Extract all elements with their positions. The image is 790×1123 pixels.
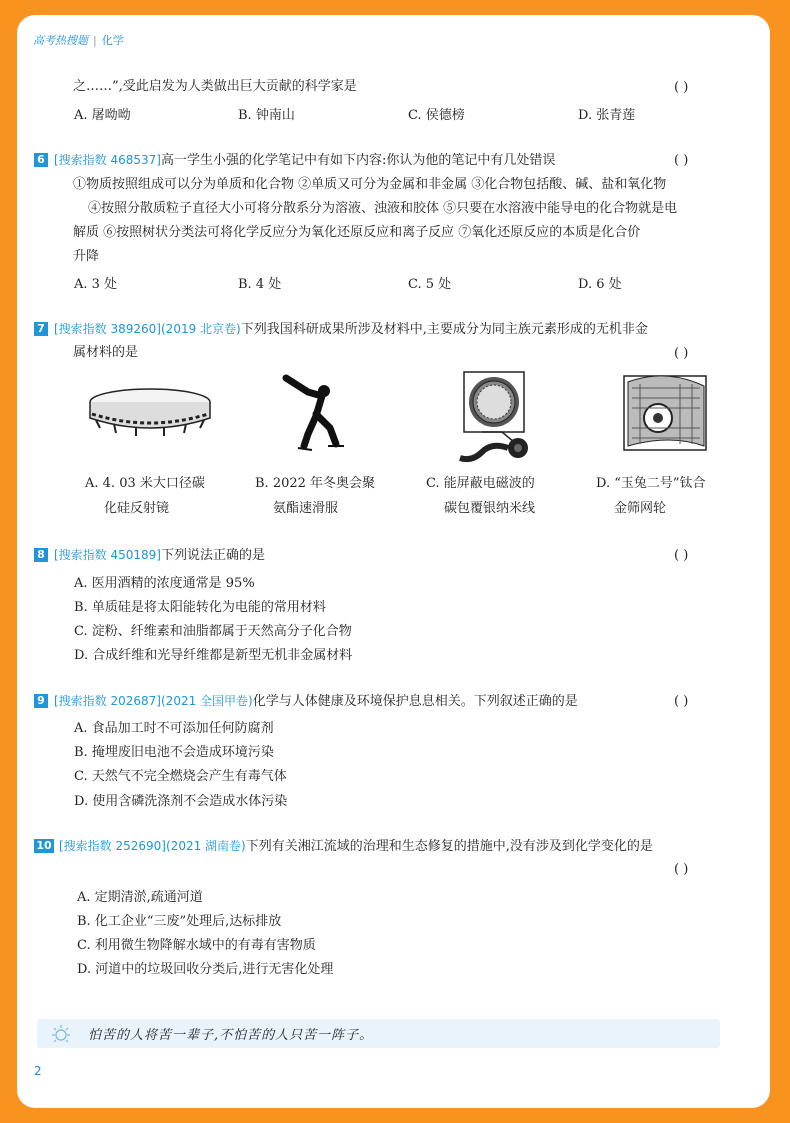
subject-label: 化学 (101, 34, 124, 47)
q6-option-c: C. 5 处 (408, 277, 452, 292)
q7-search-index-tag: [搜索指数 389260] (54, 322, 161, 336)
q6-option-b: B. 4 处 (238, 277, 282, 292)
q7-option-c-line2: 碳包覆银纳米线 (444, 501, 536, 516)
q7-option-d (596, 471, 706, 521)
q7-stem (54, 317, 648, 342)
q7-option-d-line1: D. “玉兔二号”钛合 (596, 476, 706, 491)
q9-stem (54, 689, 578, 714)
q10-option-c: C. 利用微生物降解水域中的有毒有害物质 (77, 938, 316, 953)
q8-option-a: A. 医用酒精的浓度通常是 95% (74, 576, 255, 591)
q7-option-a-line1: A. 4. 03 米大口径碳 (85, 476, 205, 491)
q6-line-4: 升降 (73, 249, 100, 264)
q10-option-d: D. 河道中的垃圾回收分类后,进行无害化处理 (77, 962, 334, 977)
q7-option-b-line2: 氨酯速滑服 (273, 501, 339, 516)
q7-option-c-line1: C. 能屏蔽电磁波的 (426, 476, 535, 491)
q6-line-2: ④按照分散质粒子直径大小可将分散系分为溶液、浊液和胶体 ⑤只要在水溶液中能导电的化合物就是电 (88, 201, 678, 216)
q10-source: (2021 湖南卷) (166, 839, 246, 853)
q8-stem (54, 543, 265, 568)
q10-option-b: B. 化工企业“三废”处理后,达标排放 (77, 914, 282, 929)
q10-option-a: A. 定期清淤,疏通河道 (77, 890, 203, 905)
book-title: 高考热搜题 (33, 34, 88, 47)
q9-stem-text: 化学与人体健康及环境保护息息相关。下列叙述正确的是 (252, 694, 578, 709)
q8-answer-paren: ( ) (674, 548, 689, 563)
q5-option-a: A. 屠呦呦 (74, 108, 131, 123)
q6-stem-text: 高一学生小强的化学笔记中有如下内容:你认为他的笔记中有几处错误 (161, 153, 556, 168)
q7-option-a-line2: 化硅反射镜 (104, 501, 170, 516)
question-number-8: 8 (34, 548, 48, 562)
header-separator: | (93, 34, 97, 47)
q6-option-a: A. 3 处 (74, 277, 118, 292)
figure-silicon-carbide-mirror (86, 380, 214, 444)
motto-text: 怕苦的人将苦一辈子,不怕苦的人只苦一阵子。 (88, 1028, 374, 1043)
q7-option-b (255, 471, 375, 521)
q8-option-b: B. 单质硅是将太阳能转化为电能的常用材料 (74, 600, 326, 615)
q7-stem-line-2: 属材料的是 (73, 345, 139, 360)
question-number-9: 9 (34, 694, 48, 708)
q10-search-index-tag: [搜索指数 252690] (59, 839, 166, 853)
q6-line-1: ①物质按照组成可以分为单质和化合物 ②单质又可分为金属和非金属 ③化合物包括酸、碱、盐和氧化物 (73, 177, 667, 192)
q8-option-d: D. 合成纤维和光导纤维都是新型无机非金属材料 (74, 648, 353, 663)
q7-option-b-line1: B. 2022 年冬奥会聚 (255, 476, 376, 491)
figure-titanium-wheel (620, 372, 710, 454)
q10-answer-paren: ( ) (674, 862, 689, 877)
q9-answer-paren: ( ) (674, 694, 689, 709)
q6-stem (54, 148, 555, 173)
figure-silver-nanowire (452, 370, 552, 470)
q6-search-index-tag: [搜索指数 468537] (54, 153, 161, 167)
q9-option-a: A. 食品加工时不可添加任何防腐剂 (74, 721, 274, 736)
q7-option-a (85, 471, 205, 521)
motto-banner (37, 1019, 720, 1048)
question-number-6: 6 (34, 153, 48, 167)
sun-icon (49, 1022, 73, 1046)
q8-stem-text: 下列说法正确的是 (161, 548, 266, 563)
q9-option-b: B. 掩埋废旧电池不会造成环境污染 (74, 745, 274, 760)
q9-option-c: C. 天然气不完全燃烧会产生有毒气体 (74, 769, 287, 784)
question-number-10: 10 (34, 839, 54, 853)
q7-option-c (426, 471, 535, 521)
q7-option-d-line2: 金筛网轮 (614, 501, 667, 516)
q9-option-d: D. 使用含磷洗涤剂不会造成水体污染 (74, 794, 288, 809)
q8-option-c: C. 淀粉、纤维素和油脂都属于天然高分子化合物 (74, 624, 352, 639)
q5-option-d: D. 张青莲 (578, 108, 636, 123)
q6-answer-paren: ( ) (674, 153, 689, 168)
q10-stem-text: 下列有关湘江流域的治理和生态修复的措施中,没有涉及到化学变化的是 (245, 839, 653, 854)
q8-search-index-tag: [搜索指数 450189] (54, 548, 161, 562)
q5-stem-tail: 之……”,受此启发为人类做出巨大贡献的科学家是 (73, 79, 357, 94)
q5-option-b: B. 钟南山 (238, 108, 295, 123)
page-number: 2 (34, 1064, 42, 1078)
q7-answer-paren: ( ) (674, 346, 689, 361)
figure-speed-skater (278, 374, 348, 456)
q9-search-index-tag: [搜索指数 202687] (54, 694, 161, 708)
q7-stem-text: 下列我国科研成果所涉及材料中,主要成分为同主族元素形成的无机非金 (240, 322, 648, 337)
q6-option-d: D. 6 处 (578, 277, 622, 292)
question-number-7: 7 (34, 322, 48, 336)
q6-line-3: 解质 ⑥按照树状分类法可将化学反应分为氧化还原反应和离子反应 ⑦氧化还原反应的本质是化合价 (73, 225, 641, 240)
q7-source: (2019 北京卷) (161, 322, 241, 336)
q9-source: (2021 全国甲卷) (161, 694, 253, 708)
q10-stem (59, 834, 653, 859)
q5-option-c: C. 侯德榜 (408, 108, 465, 123)
q5-answer-paren: ( ) (674, 80, 689, 95)
running-header (33, 32, 124, 48)
